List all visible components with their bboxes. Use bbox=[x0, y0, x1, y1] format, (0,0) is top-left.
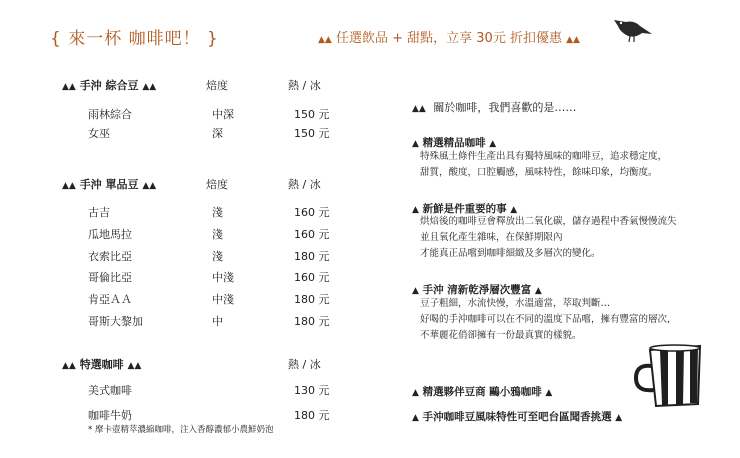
menu-item-price: 160 元 bbox=[294, 206, 330, 219]
triangle-marker: ▲ bbox=[545, 388, 553, 398]
menu-item-name: 肯亞ＡＡ bbox=[88, 293, 132, 306]
about-block-head bbox=[412, 282, 542, 297]
menu-item-roast: 淺 bbox=[212, 250, 223, 263]
triangle-marker: ▲▲ bbox=[412, 104, 426, 114]
triangle-marker: ▲ bbox=[412, 139, 419, 149]
promo-text: 任選飲品 + 甜點，立享 30元 折扣優惠 bbox=[335, 31, 562, 46]
about-block-line: 不華麗花俏卻擁有一份最真實的樣貌。 bbox=[420, 330, 582, 341]
triangle-marker: ▲▲ bbox=[142, 181, 157, 191]
promo-banner bbox=[318, 27, 580, 46]
triangle-marker: ▲ bbox=[615, 413, 623, 423]
about-intro-text: 關於咖啡，我們喜歡的是…… bbox=[433, 101, 577, 114]
triangle-marker: ▲ bbox=[412, 205, 419, 215]
menu-item-roast: 中深 bbox=[212, 108, 234, 121]
menu-item-roast: 中淺 bbox=[212, 271, 234, 284]
menu-item-price: 180 元 bbox=[294, 250, 330, 263]
about-block-line: 豆子粗細，水流快慢，水溫適當，萃取判斷… bbox=[420, 298, 611, 309]
menu-item-price: 150 元 bbox=[294, 108, 330, 121]
triangle-marker: ▲▲ bbox=[142, 82, 157, 92]
about-block-line: 烘焙後的咖啡豆會釋放出二氧化碳，儲存過程中香氣慢慢流失 bbox=[420, 216, 677, 227]
triangle-marker: ▲ bbox=[534, 286, 542, 296]
menu-item-price: 180 元 bbox=[294, 315, 330, 328]
menu-item-name: 雨林綜合 bbox=[88, 108, 132, 121]
menu-item-name: 古吉 bbox=[88, 206, 110, 219]
menu-item-roast: 中淺 bbox=[212, 293, 234, 306]
about-block-line: 並且氧化產生雜味，在保鮮期限內 bbox=[420, 232, 563, 243]
section-title: 手沖 綜合豆 bbox=[79, 79, 139, 92]
bird-icon bbox=[612, 14, 656, 44]
slogan-line bbox=[412, 409, 622, 424]
section-special-header bbox=[62, 356, 141, 372]
triangle-marker: ▲ bbox=[412, 286, 419, 296]
menu-item-name: 哥斯大黎加 bbox=[88, 315, 143, 328]
menu-item-price: 180 元 bbox=[294, 409, 330, 422]
col-roast: 焙度 bbox=[206, 79, 228, 92]
about-block-line: 甜質，酸度，口腔觸感，風味特性，餘味印象，均衡度。 bbox=[420, 167, 658, 178]
triangle-marker: ▲▲ bbox=[62, 181, 76, 191]
triangle-marker: ▲ bbox=[412, 413, 419, 423]
triangle-marker: ▲▲ bbox=[62, 361, 76, 371]
col-roast: 焙度 bbox=[206, 178, 228, 191]
triangle-marker: ▲ bbox=[412, 388, 419, 398]
section-single-header bbox=[62, 176, 156, 192]
about-block-title: 新鮮是件重要的事 bbox=[422, 203, 507, 215]
about-block-line: 好喝的手沖咖啡可以在不同的溫度下品嚐，擁有豐富的層次， bbox=[420, 314, 677, 325]
triangle-marker: ▲▲ bbox=[127, 361, 142, 371]
menu-item-price: 160 元 bbox=[294, 228, 330, 241]
menu-item-price: 160 元 bbox=[294, 271, 330, 284]
col-temp: 熱 / 冰 bbox=[288, 358, 321, 371]
section-title: 特選咖啡 bbox=[79, 358, 124, 371]
menu-item-roast: 淺 bbox=[212, 206, 223, 219]
about-block-line: 才能真正品嚐到咖啡細緻及多層次的變化。 bbox=[420, 248, 601, 259]
about-block-title: 手沖 清新乾淨層次豐富 bbox=[422, 284, 532, 296]
about-block-line: 特殊風土條件生產出具有獨特風味的咖啡豆，追求穩定度， bbox=[420, 151, 668, 162]
menu-item-roast: 深 bbox=[212, 127, 223, 140]
section-blend-header bbox=[62, 77, 156, 93]
page-title: { 來一杯 咖啡吧！ } bbox=[50, 29, 219, 49]
menu-item-name: 美式咖啡 bbox=[88, 384, 132, 397]
slogan-text: 手沖咖啡豆風味特性可至吧台區聞香挑選 bbox=[422, 411, 612, 423]
triangle-marker: ▲▲ bbox=[62, 82, 76, 92]
about-block-title: 精選精品咖啡 bbox=[422, 137, 486, 149]
coffee-cup-icon bbox=[628, 340, 708, 412]
menu-item-name: 哥倫比亞 bbox=[88, 271, 132, 284]
triangle-marker: ▲▲ bbox=[318, 35, 332, 45]
triangle-marker: ▲ bbox=[510, 205, 518, 215]
menu-item-roast: 中 bbox=[212, 315, 223, 328]
menu-item-price: 180 元 bbox=[294, 293, 330, 306]
about-block-head bbox=[412, 135, 496, 150]
about-intro bbox=[412, 99, 576, 115]
partner-text: 精選夥伴豆商 鷗小鴉咖啡 bbox=[422, 386, 542, 398]
triangle-marker: ▲ bbox=[489, 139, 497, 149]
col-temp: 熱 / 冰 bbox=[288, 79, 321, 92]
menu-item-name: 瓜地馬拉 bbox=[88, 228, 132, 241]
menu-item-price: 130 元 bbox=[294, 384, 330, 397]
menu-item-name: 衣索比亞 bbox=[88, 250, 132, 263]
col-temp: 熱 / 冰 bbox=[288, 178, 321, 191]
menu-item-roast: 淺 bbox=[212, 228, 223, 241]
special-note: * 摩卡壺精萃濃縮咖啡，注入香醇濃郁小農鮮奶泡 bbox=[88, 425, 274, 435]
menu-item-price: 150 元 bbox=[294, 127, 330, 140]
partner-line bbox=[412, 384, 552, 399]
section-title: 手沖 單品豆 bbox=[79, 178, 139, 191]
triangle-marker: ▲▲ bbox=[566, 35, 580, 45]
menu-item-name: 女巫 bbox=[88, 127, 110, 140]
menu-item-name: 咖啡牛奶 bbox=[88, 409, 132, 422]
